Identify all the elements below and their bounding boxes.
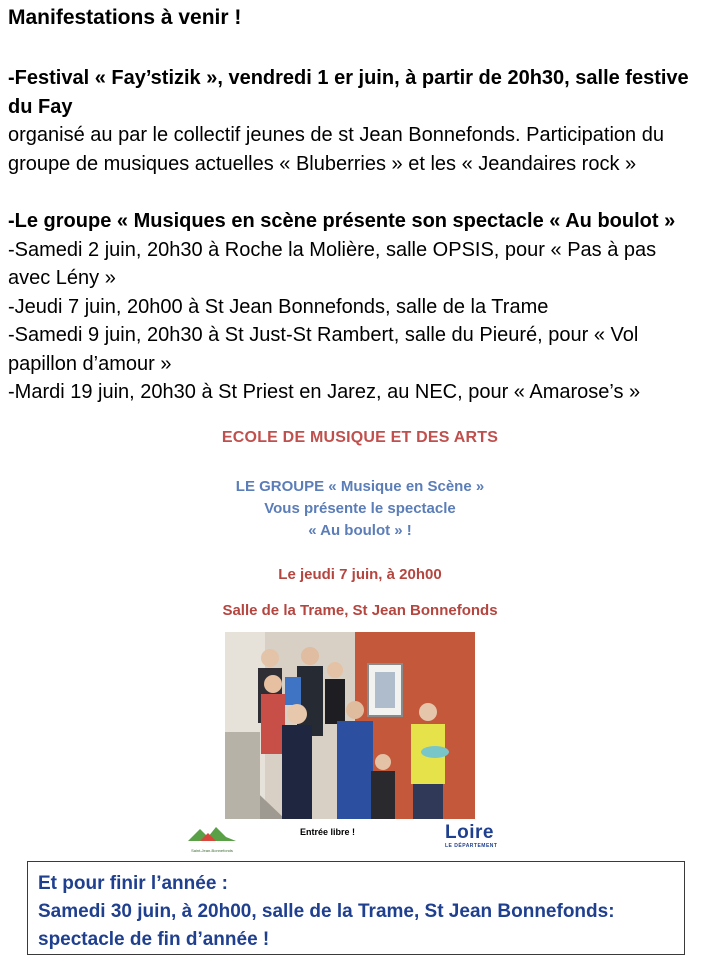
groupe-date-line: avec Lény »	[8, 267, 116, 289]
festival-description-cont: groupe de musiques actuelles « Bluberries » et les « Jeandaires rock »	[8, 152, 637, 175]
groupe-date-line: -Mardi 19 juin, 20h30 à St Priest en Jarez, au NEC, pour « Amarose’s »	[8, 381, 641, 403]
group-photo-illustration	[225, 632, 475, 819]
department-logo-word: Loire	[445, 822, 494, 843]
finale-details: Samedi 30 juin, à 20h00, salle de la Trame, St Jean Bonnefonds:	[38, 901, 615, 922]
flyer-group-announcement	[180, 476, 540, 542]
festival-description: organisé au par le collectif jeunes de st Jean Bonnefonds. Participation du	[8, 124, 664, 146]
department-logo	[445, 823, 497, 849]
groupe-heading: -Le groupe « Musiques en scène présente son spectacle « Au boulot »	[8, 210, 676, 232]
flyer-school-name: ECOLE DE MUSIQUE ET DES ARTS	[221, 429, 499, 446]
flyer-group-line: LE GROUPE « Musique en Scène »	[235, 478, 485, 495]
flyer-group-line: « Au boulot » !	[308, 522, 412, 539]
groupe-date-line: papillon d’amour »	[8, 352, 172, 375]
department-logo-sub: LE DÉPARTEMENT	[445, 843, 498, 849]
finale-box	[27, 861, 685, 955]
flyer-group-line: Vous présente le spectacle	[264, 500, 456, 517]
festival-section	[8, 64, 720, 178]
groupe-section	[8, 207, 720, 407]
town-logo-graphic	[186, 823, 238, 843]
groupe-date-line: -Jeudi 7 juin, 20h00 à St Jean Bonnefonds, salle de la Trame	[8, 295, 549, 318]
finale-show: spectacle de fin d’année !	[38, 929, 270, 950]
town-logo	[186, 823, 238, 851]
flyer-venue: Salle de la Trame, St Jean Bonnefonds	[222, 602, 498, 619]
finale-intro: Et pour finir l’année :	[38, 873, 229, 894]
page-title: Manifestations à venir !	[8, 6, 242, 29]
flyer-date: Le jeudi 7 juin, à 20h00	[278, 566, 442, 583]
groupe-date-line: -Samedi 2 juin, 20h30 à Roche la Molière, salle OPSIS, pour « Pas à pas	[8, 238, 657, 261]
free-entry: Entrée libre !	[300, 827, 356, 837]
town-logo-text: Saint-Jean-Bonnefonds	[191, 848, 233, 853]
groupe-date-line: -Samedi 9 juin, 20h30 à St Just-St Rambert, salle du Pieuré, pour « Vol	[8, 324, 639, 346]
festival-heading-cont: du Fay	[8, 95, 73, 118]
group-photo	[225, 632, 475, 819]
festival-heading: -Festival « Fay’stizik », vendredi 1 er juin, à partir de 20h30, salle festive	[8, 67, 689, 89]
